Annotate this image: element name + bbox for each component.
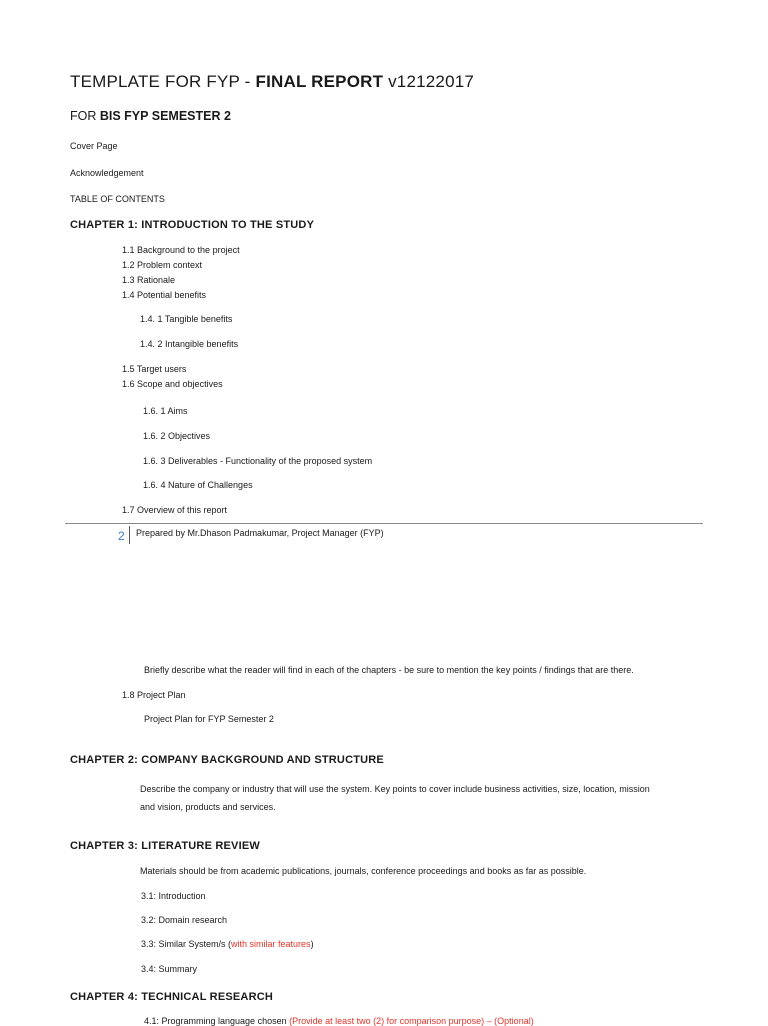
subtitle-prefix: FOR <box>70 109 100 123</box>
chapter3-heading: CHAPTER 3: LITERATURE REVIEW <box>70 840 260 852</box>
item-4-1 <box>144 1016 534 1026</box>
item-1-6-2: 1.6. 2 Objectives <box>143 431 211 441</box>
chapter3-description: Materials should be from academic publications, journals, conference proceedings and books as far as possible. <box>140 866 587 876</box>
chapter1-heading: CHAPTER 1: INTRODUCTION TO THE STUDY <box>70 219 315 231</box>
prepared-by: Prepared by Mr.Dhason Padmakumar, Project Manager (FYP) <box>136 528 384 538</box>
item-1-4-2: 1.4. 2 Intangible benefits <box>140 339 239 349</box>
item-3-4: 3.4: Summary <box>141 964 198 974</box>
item-4-1-prefix: 4.1: Programming language chosen <box>144 1016 290 1026</box>
item-1-1: 1.1 Background to the project <box>122 245 240 255</box>
chapter4-heading: CHAPTER 4: TECHNICAL RESEARCH <box>70 991 273 1003</box>
item-1-2: 1.2 Problem context <box>122 260 203 270</box>
report-subtitle <box>70 109 231 123</box>
item-1-5: 1.5 Target users <box>122 364 187 374</box>
item-1-6-4: 1.6. 4 Nature of Challenges <box>143 480 253 490</box>
item-1-6-1: 1.6. 1 Aims <box>143 406 188 416</box>
page-number-divider <box>129 526 130 544</box>
item-1-6-3: 1.6. 3 Deliverables - Functionality of the proposed system <box>143 456 373 466</box>
project-plan-description: Project Plan for FYP Semester 2 <box>144 714 274 724</box>
toc-item: TABLE OF CONTENTS <box>70 194 165 204</box>
subtitle-bold: BIS FYP SEMESTER 2 <box>99 109 231 123</box>
item-3-3-highlight: with similar features <box>231 939 311 949</box>
item-1-4: 1.4 Potential benefits <box>122 290 207 300</box>
cover-page-item: Cover Page <box>70 141 118 151</box>
item-1-7: 1.7 Overview of this report <box>122 505 228 515</box>
item-1-8: 1.8 Project Plan <box>122 690 186 700</box>
acknowledgement-item: Acknowledgement <box>70 168 144 178</box>
page-number: 2 <box>118 529 125 543</box>
footer-rule <box>65 523 703 524</box>
overview-description: Briefly describe what the reader will find in each of the chapters - be sure to mention the key points / findings that are there. <box>144 665 634 675</box>
item-3-1: 3.1: Introduction <box>141 891 206 901</box>
item-3-3 <box>141 939 314 949</box>
chapter2-heading: CHAPTER 2: COMPANY BACKGROUND AND STRUCTURE <box>70 754 384 766</box>
item-3-3-suffix: ) <box>310 939 314 949</box>
title-version: v12122017 <box>383 72 475 91</box>
title-prefix: TEMPLATE FOR FYP - <box>70 72 256 91</box>
title-bold: FINAL REPORT <box>255 72 384 91</box>
chapter2-desc-line2: and vision, products and services. <box>140 802 276 812</box>
report-title <box>70 72 474 92</box>
item-3-3-prefix: 3.3: Similar System/s ( <box>141 939 232 949</box>
item-1-4-1: 1.4. 1 Tangible benefits <box>140 314 233 324</box>
item-4-1-highlight: (Provide at least two (2) for comparison purpose) – (Optional) <box>289 1016 534 1026</box>
chapter2-desc-line1: Describe the company or industry that will use the system. Key points to cover include business activities, size, location, mission <box>140 784 650 794</box>
item-1-6: 1.6 Scope and objectives <box>122 379 223 389</box>
item-1-3: 1.3 Rationale <box>122 275 176 285</box>
item-3-2: 3.2: Domain research <box>141 915 228 925</box>
